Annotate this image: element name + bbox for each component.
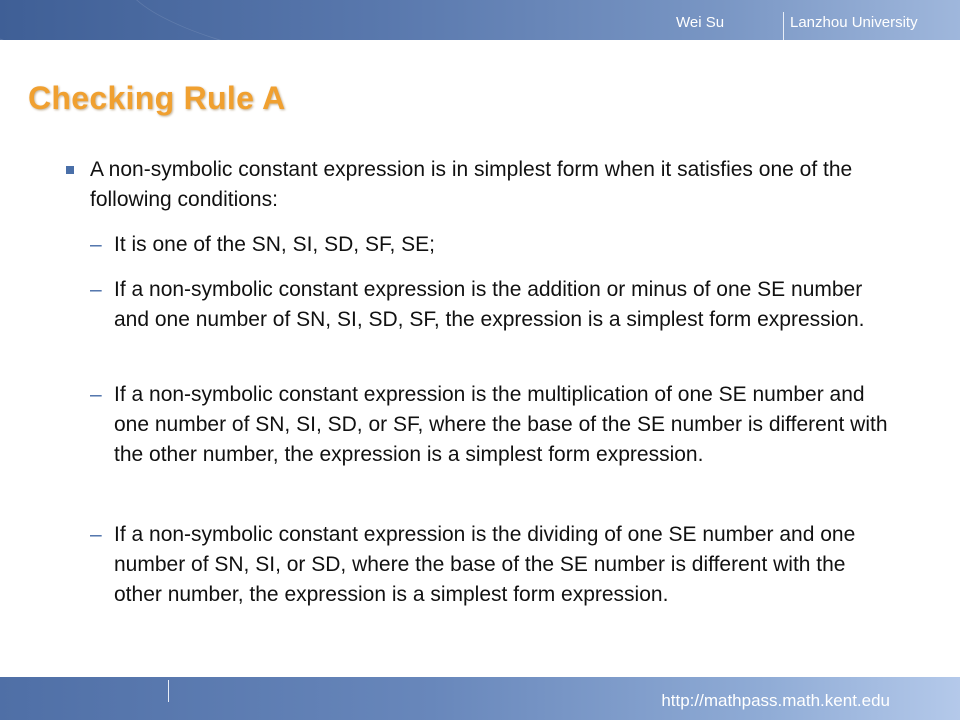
header-band	[0, 0, 960, 40]
dash-bullet-icon: –	[90, 278, 102, 301]
footer-divider	[168, 680, 169, 702]
sub-bullet	[90, 380, 890, 470]
sub-bullet-text: If a non-symbolic constant expression is the multiplication of one SE number and one number of SN, SI, SD, or SF, where the base of the SE number is different with the other number, the expression is a simplest form expression.	[114, 383, 888, 466]
sub-bullet	[90, 275, 890, 335]
author-name: Wei Su	[676, 14, 725, 31]
sub-bullet	[90, 520, 890, 610]
dash-bullet-icon: –	[90, 383, 102, 406]
header-divider	[783, 12, 784, 40]
main-bullet	[66, 155, 886, 215]
sub-bullet	[90, 230, 890, 260]
sub-bullet-text: If a non-symbolic constant expression is the dividing of one SE number and one number of SN, SI, or SD, where the base of the SE number is different with the other number, the expression is a simplest form expression.	[114, 523, 856, 606]
square-bullet-icon	[66, 166, 74, 174]
institution-name: Lanzhou University	[790, 14, 918, 31]
slide-title: Checking Rule A	[28, 80, 286, 116]
dash-bullet-icon: –	[90, 233, 102, 256]
sub-bullet-text: If a non-symbolic constant expression is the addition or minus of one SE number and one number of SN, SI, SD, SF, the expression is a simplest form expression.	[114, 278, 865, 331]
dash-bullet-icon: –	[90, 523, 102, 546]
main-bullet-text: A non-symbolic constant expression is in simplest form when it satisfies one of the following conditions:	[90, 158, 853, 211]
sub-bullet-text: It is one of the SN, SI, SD, SF, SE;	[114, 233, 435, 256]
footer-url: http://mathpass.math.kent.edu	[661, 691, 890, 710]
